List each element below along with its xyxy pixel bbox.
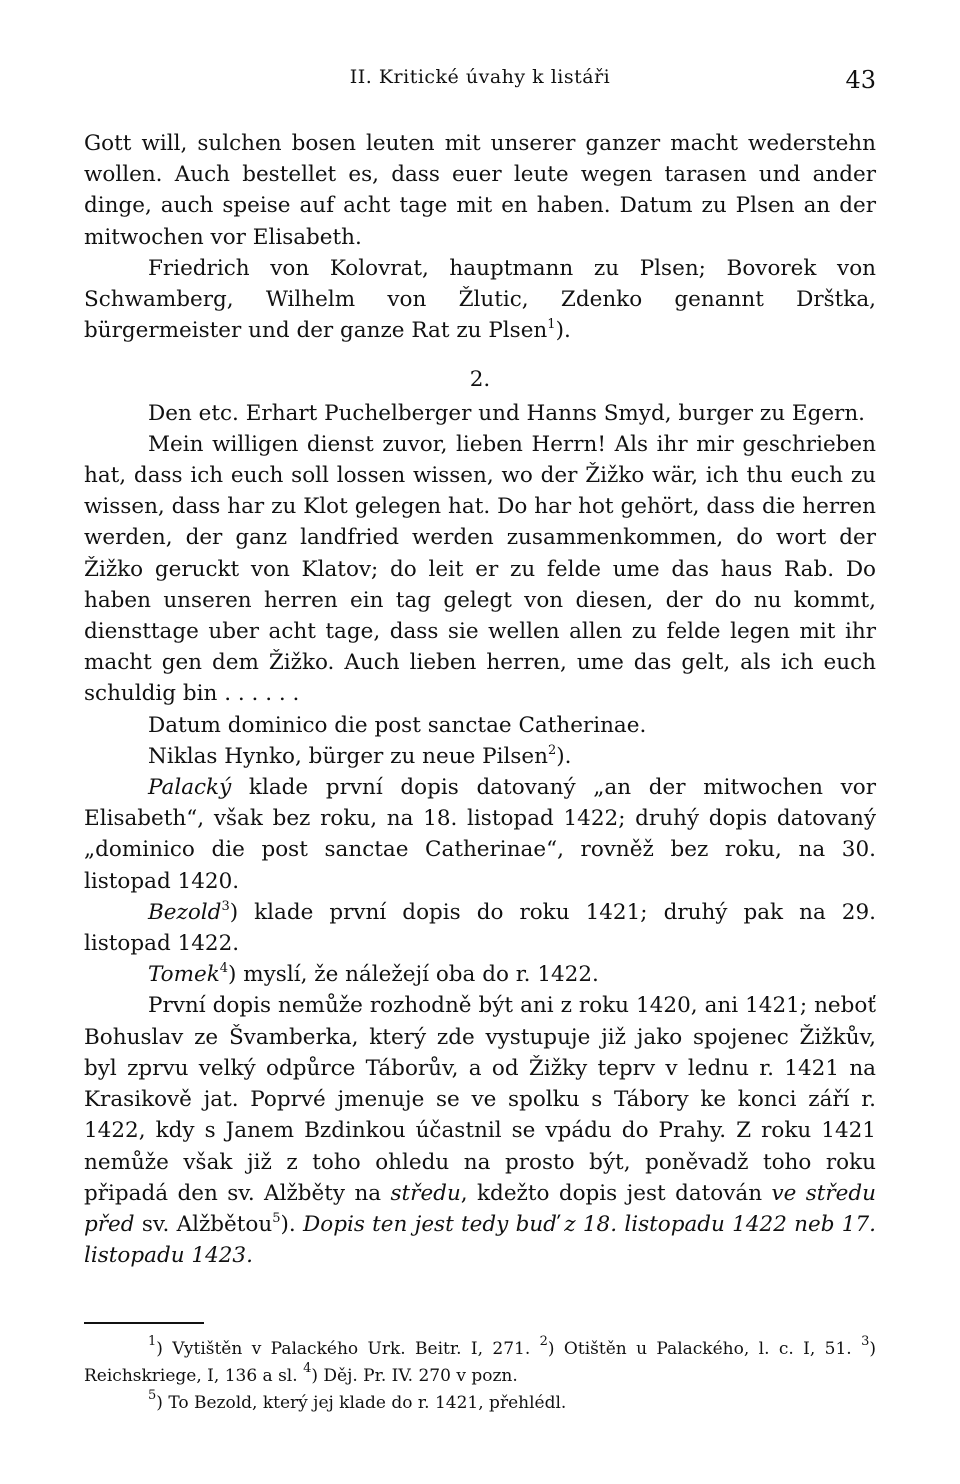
letter-body: Mein willigen dienst zuvor, lieben Herrn! Als ihr mir geschrieben hat, dass ich euch soll lossen wissen, wo der Žižko wär, ich thu euch zu wissen, dass har zu Klot gelegen hat. Do har hot gehört, dass die herren werden, der ganz landfried werden zusammenkommen, do wort der Žižko geruckt von Klatov; do leit er zu felde ume das haus Rab. Do haben unseren herren ein tag gelegt von diesen, der do nu kommt, diensttage uber acht tage, dass sie wellen allen zu felde legen mit ihr macht gen dem Žižko. Auch lieben herren, ume das gelt, als ich euch schuldig bin . . . . . . bbox=[84, 431, 876, 707]
conclusion-text-b: , kdežto dopis jest datován bbox=[460, 1180, 772, 1206]
footnote-divider bbox=[84, 1322, 204, 1324]
footnote-5: ) To Bezold, který jej klade do r. 1421, přehlédl. bbox=[156, 1393, 567, 1413]
footnote-ref-4[interactable]: 4 bbox=[219, 961, 229, 977]
author-name-bezold: Bezold bbox=[148, 899, 222, 925]
footnote-mark-5: 5 bbox=[148, 1388, 157, 1403]
letter-address: Den etc. Erhart Puchelberger und Hanns Smyd, burger zu Egern. bbox=[148, 400, 866, 426]
conclusion-italic-2: ve středu před bbox=[84, 1180, 876, 1237]
letter-signature-text: Niklas Hynko, bürger zu neue Pilsen bbox=[148, 743, 548, 769]
letter-signature-end: ). bbox=[556, 743, 572, 769]
conclusion-text-a: První dopis nemůže rozhodně být ani z roku 1420, ani 1421; neboť Bohuslav ze Švamberka, který zde vystupuje již jako spojenec Žižkův, byl zprvu velký odpůrce Táborův, a od Žižky teprv v lednu r. 1421 na Krasikově jat. Poprvé jmenuje se ve spolku s Tábory ke konci září r. 1422, kdy s Janem Bzdinkou účastnil se vpádu do Prahy. Z roku 1421 nemůže však již z toho ohledu na prosto být, poněvadž toho roku připadá den sv. Alžběty na bbox=[84, 993, 876, 1206]
conclusion-text-c: sv. Alžbětou bbox=[134, 1211, 273, 1237]
paragraph-palacky bbox=[84, 772, 876, 897]
paragraph-bezold-text: ) klade první dopis do roku 1421; druhý pak na 29. listopad 1422. bbox=[84, 899, 876, 957]
footnote-3: ) Reichskriege, I, 136 a sl. bbox=[84, 1339, 876, 1386]
paragraph-bezold bbox=[84, 897, 876, 959]
footnote-mark-4: 4 bbox=[303, 1361, 312, 1376]
footnote-line-2 bbox=[84, 1390, 876, 1417]
footnote-4: ) Děj. Pr. IV. 270 v pozn. bbox=[311, 1366, 518, 1386]
paragraph-tomek-text: ) myslí, že náležejí oba do r. 1422. bbox=[228, 962, 599, 988]
footnote-ref-1[interactable]: 1 bbox=[547, 317, 556, 333]
main-text bbox=[84, 128, 876, 1271]
paragraph-palacky-text: klade první dopis datovaný „an der mitwochen vor Elisabeth“, však bez roku, na 18. listopad 1422; druhý dopis datovaný „dominico die post sanctae Catherinae“, rovněž bez roku, na 30. listopad 1420. bbox=[84, 775, 876, 894]
footnote-ref-2[interactable]: 2 bbox=[547, 742, 557, 758]
running-title: II. Kritické úvahy k listáři bbox=[349, 66, 611, 88]
footnote-1: ) Vytištěn v Palackého Urk. Beitr. I, 271. bbox=[156, 1339, 540, 1359]
footnote-line-1 bbox=[84, 1336, 876, 1390]
conclusion-italic-3: Dopis ten jest tedy buď z 18. listopadu 1422 neb 17. listopadu 1423. bbox=[84, 1211, 876, 1269]
page-number: 43 bbox=[845, 66, 876, 94]
paragraph-1: Gott will, sulchen bosen leuten mit unserer ganzer macht wederstehn wollen. Auch bestellet es, dass euer leute wegen tarasen und ander dinge, auch speise auf acht tage mit en haben. Datum zu Plsen an der mitwochen vor Elisabeth. bbox=[84, 131, 876, 250]
footnote-mark-1: 1 bbox=[148, 1334, 157, 1349]
paragraph-2-text: Friedrich von Kolovrat, hauptmann zu Plsen; Bovorek von Schwamberg, Wilhelm von Žlutic, Zdenko genannt Drštka, bürgermeister und der ganze Rat zu Plsen bbox=[84, 255, 876, 344]
section-number: 2. bbox=[469, 367, 491, 393]
footnotes bbox=[84, 1336, 876, 1417]
conclusion-text-d: ). bbox=[280, 1211, 304, 1237]
footnote-mark-2: 2 bbox=[539, 1334, 548, 1349]
author-name-tomek: Tomek bbox=[148, 962, 220, 988]
footnote-ref-5[interactable]: 5 bbox=[272, 1210, 281, 1226]
paragraph-2-end: ). bbox=[555, 318, 571, 344]
letter-date: Datum dominico die post sanctae Catherinae. bbox=[148, 712, 647, 738]
footnote-ref-3[interactable]: 3 bbox=[221, 898, 230, 914]
author-name-palacky: Palacký bbox=[148, 775, 232, 801]
running-head bbox=[84, 66, 876, 100]
paragraph-conclusion bbox=[84, 990, 876, 1271]
letter-signature bbox=[84, 741, 876, 772]
paragraph-2 bbox=[84, 253, 876, 347]
conclusion-italic-1: středu bbox=[390, 1180, 461, 1206]
paragraph-tomek bbox=[84, 959, 876, 990]
footnote-mark-3: 3 bbox=[861, 1334, 870, 1349]
footnote-2: ) Otištěn u Palackého, l. c. I, 51. bbox=[547, 1339, 862, 1359]
